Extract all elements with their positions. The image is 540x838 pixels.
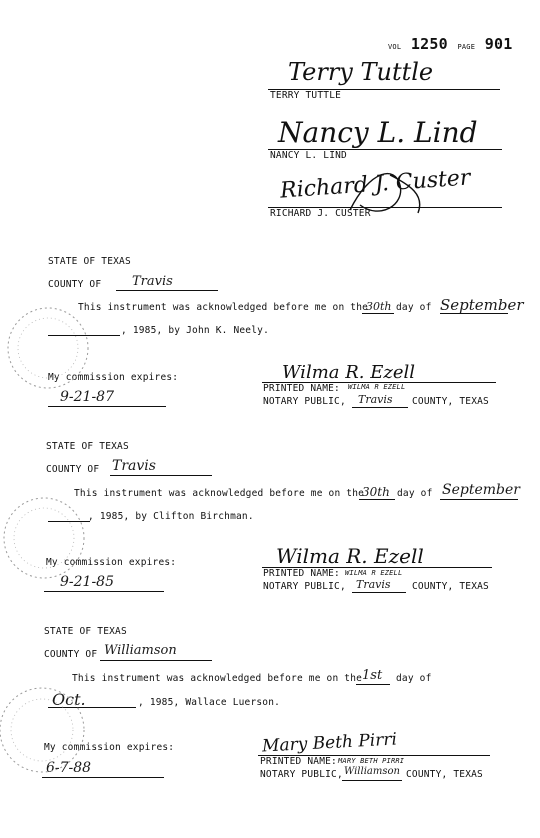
commission-label: My commission expires:	[48, 372, 179, 383]
notary-public-label: NOTARY PUBLIC,	[263, 396, 346, 407]
notary-county-line	[352, 592, 406, 593]
page-number: 901	[484, 35, 513, 53]
printed-name-value: MARY BETH PIRRI	[338, 757, 405, 765]
county-state-label: COUNTY, TEXAS	[412, 396, 489, 407]
notary-seal-emboss	[0, 678, 100, 782]
day-of-label: day of	[397, 488, 433, 499]
page-label: PAGE	[457, 43, 476, 51]
acknowledgment-text: This instrument was acknowledged before me on the	[72, 673, 363, 684]
commission-line	[44, 591, 164, 592]
state-heading: STATE OF TEXAS	[48, 256, 131, 267]
day-line	[356, 684, 390, 685]
day-of-label: day of	[396, 673, 432, 684]
county-label: COUNTY OF	[48, 279, 102, 290]
vol-label: VOL	[388, 43, 402, 51]
county-handwritten: Williamson	[104, 643, 177, 658]
notary-county-line	[352, 407, 408, 408]
day-handwritten: 30th	[366, 300, 392, 313]
day-handwritten: 1st	[362, 668, 383, 683]
notary-seal-emboss	[0, 298, 100, 398]
volume-stamp	[388, 34, 512, 53]
printed-name-label: PRINTED NAME:	[260, 756, 337, 767]
acknowledgment-text: This instrument was acknowledged before me on the	[74, 488, 365, 499]
month-handwritten: Oct.	[52, 690, 86, 709]
commission-date: 6-7-88	[46, 760, 92, 776]
signature-terry-tuttle: Terry Tuttle	[288, 58, 434, 86]
commission-label: My commission expires:	[44, 742, 175, 753]
county-state-label: COUNTY, TEXAS	[406, 769, 483, 780]
acknowledgment-text: This instrument was acknowledged before me on the	[78, 302, 369, 313]
notary-county-handwritten: Travis	[358, 393, 393, 406]
county-handwritten: Travis	[112, 458, 156, 474]
printed-name-label: PRINTED NAME:	[263, 568, 340, 579]
county-line	[116, 290, 218, 291]
vol-number: 1250	[410, 35, 448, 53]
printed-name-value: WILMA R EZELL	[348, 383, 406, 391]
day-line	[362, 313, 394, 314]
day-of-label: day of	[396, 302, 432, 313]
signer-printed-name: RICHARD J. CUSTER	[270, 208, 371, 219]
month-handwritten: September	[440, 296, 524, 314]
year-by-text: , 1985, by John K. Neely.	[121, 325, 269, 336]
year-by-text: , 1985, Wallace Luerson.	[138, 697, 281, 708]
signature-richard-custer: Richard J. Custer	[279, 165, 472, 204]
commission-date: 9-21-87	[60, 389, 114, 405]
day-handwritten: 30th	[362, 485, 390, 499]
commission-label: My commission expires:	[46, 557, 177, 568]
commission-date: 9-21-85	[60, 574, 114, 590]
signer-printed-name: TERRY TUTTLE	[270, 90, 342, 101]
year-by-text: , 1985, by Clifton Birchman.	[88, 511, 254, 522]
signer-printed-name: NANCY L. LIND	[270, 150, 347, 161]
county-state-label: COUNTY, TEXAS	[412, 581, 489, 592]
county-label: COUNTY OF	[46, 464, 100, 475]
notary-public-label: NOTARY PUBLIC,	[260, 769, 343, 780]
month-line	[440, 499, 518, 500]
notary-public-label: NOTARY PUBLIC,	[263, 581, 346, 592]
state-heading: STATE OF TEXAS	[44, 626, 127, 637]
notary-county-line	[342, 780, 402, 781]
notary-signature: Wilma R. Ezell	[282, 362, 416, 383]
month-handwritten: September	[442, 482, 520, 498]
printed-name-label: PRINTED NAME:	[263, 383, 340, 394]
printed-name-value: WILMA R EZELL	[345, 569, 403, 577]
day-line	[359, 499, 395, 500]
notary-county-handwritten: Travis	[356, 578, 391, 591]
notary-seal-emboss	[0, 488, 100, 588]
notary-signature: Mary Beth Pirri	[261, 729, 398, 757]
commission-line	[48, 406, 166, 407]
notary-county-handwritten: Williamson	[344, 766, 400, 777]
county-handwritten: Travis	[132, 274, 173, 289]
state-heading: STATE OF TEXAS	[46, 441, 129, 452]
signature-nancy-lind: Nancy L. Lind	[278, 116, 478, 149]
notary-signature: Wilma R. Ezell	[276, 544, 424, 568]
county-line	[110, 475, 212, 476]
county-label: COUNTY OF	[44, 649, 98, 660]
county-line	[100, 660, 212, 661]
